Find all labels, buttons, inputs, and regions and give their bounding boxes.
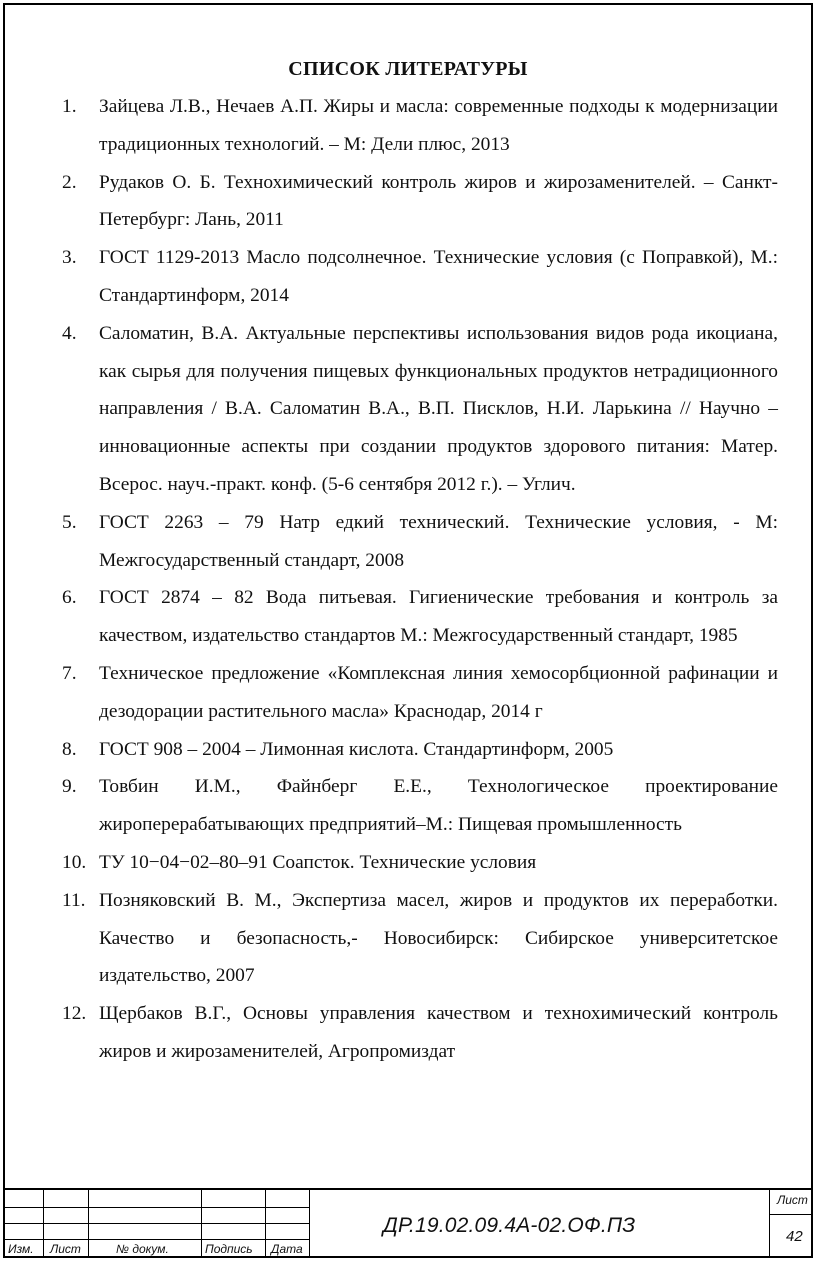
reference-item: [62, 655, 778, 731]
reference-item: [62, 579, 778, 655]
label-document-number: № докум.: [116, 1242, 169, 1256]
reference-text: ТУ 10−04−02–80–91 Соапсток. Технические условия: [99, 851, 537, 873]
reference-number: 5.: [62, 511, 77, 533]
page-title: СПИСОК ЛИТЕРАТУРЫ: [288, 58, 528, 80]
reference-text: Зайцева Л.В., Нечаев А.П. Жиры и масла: современные подходы к модернизации традиционных технологий. – М: Дели плюс, 2013: [99, 96, 778, 155]
reference-number: 10.: [62, 851, 87, 873]
reference-number: 12.: [62, 1003, 87, 1025]
reference-item: [62, 88, 778, 164]
title-block-divider: [3, 1239, 309, 1240]
reference-number: 4.: [62, 322, 77, 344]
title-block: [3, 1188, 813, 1258]
title-block-divider: [201, 1190, 202, 1258]
reference-item: [62, 882, 778, 995]
label-revision: Изм.: [8, 1242, 34, 1256]
reference-number: 3.: [62, 247, 77, 269]
sheet-label: Лист: [777, 1193, 808, 1207]
label-signature: Подпись: [205, 1242, 253, 1256]
reference-text: ГОСТ 2263 – 79 Натр едкий технический. Технические условия, - М: Межгосударственный стандарт, 2008: [99, 511, 778, 571]
reference-text: ГОСТ 2874 – 82 Вода питьевая. Гигиенические требования и контроль за качеством, издательство стандартов М.: Межгосударственный стандарт, 1985: [99, 587, 778, 647]
reference-text: Товбин И.М., Файнберг Е.Е., Технологическое проектирование жироперерабатывающих предприятий–М.: Пищевая промышленность: [99, 776, 778, 836]
reference-number: 11.: [62, 889, 86, 911]
title-block-divider: [3, 1207, 309, 1208]
title-block-divider: [769, 1214, 813, 1215]
reference-item: [62, 504, 778, 580]
reference-text: Техническое предложение «Комплексная линия хемосорбционной рафинации и дезодорации растительного масла» Краснодар, 2014 г: [99, 662, 778, 722]
reference-text: Саломатин, В.А. Актуальные перспективы использования видов рода икоциана, как сырья для получения пищевых функциональных продуктов нетрадиционного направления / В.А. Саломатин В.А., В.П. Писклов, Н.И. Ларькина // Научно – инновационные аспекты при создании продуктов здорового питания: Матер. Всерос. науч.-практ. конф. (5-6 сентября 2012 г.). – Углич.: [99, 322, 778, 495]
reference-text: ГОСТ 908 – 2004 – Лимонная кислота. Стандартинформ, 2005: [99, 738, 614, 760]
reference-number: 1.: [62, 96, 77, 117]
reference-number: 6.: [62, 587, 77, 609]
reference-text: Позняковский В. М., Экспертиза масел, жиров и продуктов их переработки. Качество и безопасность,- Новосибирск: Сибирское университетское издательство, 2007: [99, 889, 778, 987]
reference-number: 7.: [62, 662, 77, 684]
reference-item: [62, 731, 778, 769]
reference-number: 8.: [62, 738, 77, 760]
reference-item: [62, 844, 778, 882]
reference-list: [62, 88, 778, 1071]
reference-text: Рудаков О. Б. Технохимический контроль жиров и жирозаменителей. – Санкт-Петербург: Лань, 2011: [99, 171, 778, 231]
title-block-divider: [3, 1223, 309, 1224]
document-code: ДР.19.02.09.4А-02.ОФ.ПЗ: [383, 1214, 636, 1237]
sheet-number: 42: [786, 1228, 803, 1245]
reference-text: Щербаков В.Г., Основы управления качеством и технохимический контроль жиров и жирозаменителей, Агропромиздат: [99, 1003, 778, 1062]
label-sheet: Лист: [50, 1242, 81, 1256]
title-block-divider: [43, 1190, 44, 1258]
title-block-divider: [309, 1190, 310, 1258]
reference-number: 9.: [62, 776, 77, 798]
reference-item: [62, 315, 778, 504]
reference-number: 2.: [62, 171, 77, 193]
reference-item: [62, 995, 778, 1071]
title-block-divider: [265, 1190, 266, 1258]
reference-item: [62, 164, 778, 240]
reference-item: [62, 239, 778, 315]
title-block-divider: [769, 1190, 770, 1258]
reference-text: ГОСТ 1129-2013 Масло подсолнечное. Технические условия (с Поправкой), М.: Стандартинформ, 2014: [99, 247, 778, 306]
title-block-divider: [88, 1190, 89, 1258]
label-date: Дата: [271, 1242, 303, 1256]
reference-item: [62, 768, 778, 844]
